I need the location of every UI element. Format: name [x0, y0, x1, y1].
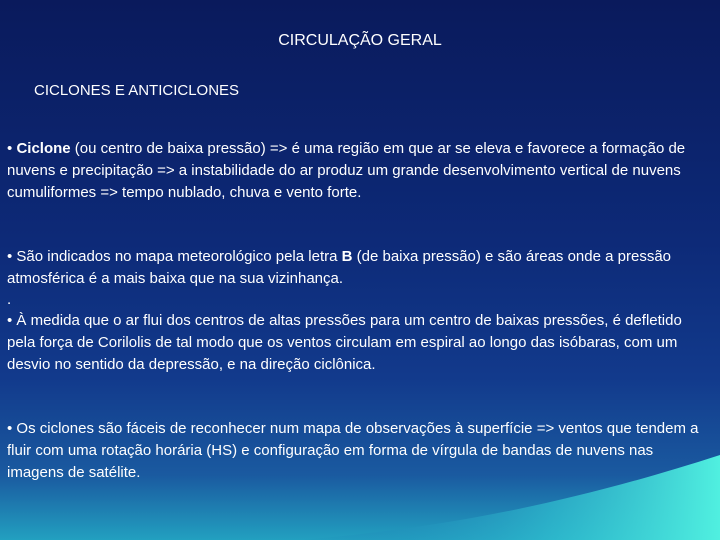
paragraph-map-indication [7, 246, 707, 290]
slide-subtitle: CICLONES E ANTICICLONES [34, 82, 240, 99]
map-indication-pre: • São indicados no mapa meteorológico pela letra [7, 248, 342, 265]
separator-dot: . [7, 291, 12, 308]
paragraph-cyclone-definition [7, 138, 707, 203]
paragraph-recognition: • Os ciclones são fáceis de reconhecer num mapa de observações à superfície => ventos que tendem a fluir com uma rotação horária (HS) e configuração em forma de vírgula de bandas de nuvens nas imagens de satélite. [7, 420, 699, 481]
bullet: • [7, 140, 13, 157]
letter-b: B [341, 248, 353, 265]
cyclone-description: (ou centro de baixa pressão) => é uma região em que ar se eleva e favorece a formação de nuvens e precipitação => a instabilidade do ar produz um grande desenvolvimento vertical de nuvens cumuliformes => tempo nublado, chuva e vento forte. [7, 140, 686, 201]
paragraph-coriolis: • À medida que o ar flui dos centros de altas pressões para um centro de baixas pressões, é defletido pela força de Corilolis de tal modo que os ventos circulam em espiral ao longo das isóbaras, com um desvio no sentido da depressão, e na direção ciclônica. [7, 312, 682, 373]
term-cyclone: Ciclone [16, 140, 71, 157]
slide-title: CIRCULAÇÃO GERAL [278, 32, 442, 49]
map-indication-post: (de baixa pressão) e são áreas onde a pressão atmosférica é a mais baixa que na sua vizinhança. [7, 248, 671, 287]
